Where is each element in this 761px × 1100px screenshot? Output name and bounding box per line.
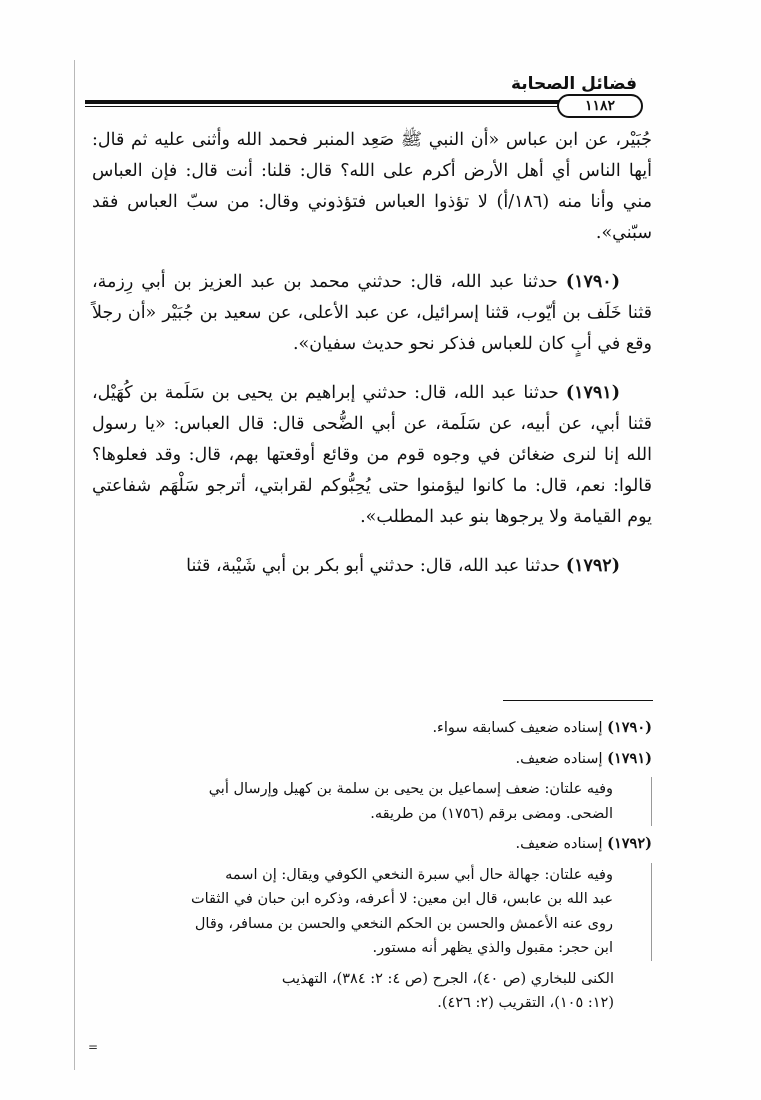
continuation-mark: = [88, 1040, 99, 1054]
main-text [92, 125, 652, 600]
hadith-1791 [92, 378, 652, 533]
header-rule-thick [85, 100, 565, 104]
footnote-text: إسناده ضعيف. [515, 836, 603, 852]
footnote-text: إسناده ضعيف. [515, 750, 603, 767]
footnote-1791 [92, 747, 652, 772]
hadith-text: حدثنا عبد الله، قال: حدثني إبراهيم بن يحيى بن سَلَمة بن كُهَيْل، قثنا أبي، عن أبيه، عن سَلَمة، عن أبي الضُّحى قال: قال العباس: «يا رسول الله إنا لنرى ضغائن في وجوه قوم من وقائع أوقعتها بهم، قال: وقد فعلوها؟ قالوا: نعم، قال: ما كانوا ليؤمنوا حتى يُحِبُّوكم لقرابتي، أترجو سَلْهَم شفاعتي يوم القيامة ولا يرجوها بنو عبد المطلب». [92, 383, 652, 527]
running-title: فضائل الصحابة [510, 74, 637, 94]
header-rule-thin [85, 106, 565, 107]
footnote-number: (١٧٩٠) [607, 719, 652, 736]
note-line: وفيه علتان: ضعف إسماعيل بن يحيى بن سلمة بن كهيل وإرسال أبي [208, 781, 613, 797]
hadith-text: حدثنا عبد الله، قال: حدثني محمد بن عبد العزيز بن أبي رِزمة، قثنا خَلَف بن أيّوب، قثنا إسرائيل، عن عبد الأعلى، عن سعيد بن جُبَيْر «أن رجلاً وقع في أبٍ كان للعباس فذكر نحو حديث سفيان». [92, 272, 652, 354]
note-line: عبد الله بن عابس، قال ابن معين: لا أعرفه، وذكره ابن حبان في الثقات [190, 891, 613, 907]
hadith-number: (١٧٩٢) [565, 556, 620, 576]
hadith-1790 [92, 267, 652, 360]
note-line: روى عنه الأعمش والحسن بن الحكم النخعي والحسن بن مسافر، وقال [194, 915, 613, 932]
hadith-text: حدثنا عبد الله، قال: حدثني أبو بكر بن أبي شَيْبة، قثنا [186, 556, 561, 576]
margin-line [74, 60, 75, 1070]
footnote-number: (١٧٩٢) [607, 835, 652, 852]
page-header [85, 72, 655, 120]
paragraph-text: جُبَيْر، عن ابن عباس «أن النبي ﷺ صَعِد المنبر فحمد الله وأثنى عليه ثم قال: أيها الناس أي أهل الأرض أكرم على الله؟ قال: قلنا: أنت قال: فإن العباس مني وأنا منه (١٨٦/أ) لا تؤذوا العباس فتؤذوني وقال: من سبّ العباس فقد سبّني». [92, 130, 653, 243]
footnote-1792 [92, 832, 652, 857]
footnote-1791-note [92, 777, 652, 826]
note-line: وفيه علتان: جهالة حال أبي سبرة النخعي الكوفي ويقال: إن اسمه [225, 866, 613, 883]
ref-line: الكنى للبخاري (ص ٤٠)، الجرح (ص ٤: ٢: ٣٨٤)، التهذيب [281, 970, 614, 987]
footnote-1792-refs [92, 967, 652, 1016]
hadith-number: (١٧٩١) [565, 383, 620, 403]
footnote-1792-note [92, 863, 652, 961]
footnotes [92, 716, 652, 1022]
footnote-separator [503, 700, 653, 701]
page-number: ١١٨٢ [557, 94, 643, 118]
paragraph-continuation [92, 125, 652, 249]
note-line: ابن حجر: مقبول والذي يظهر أنه مستور. [372, 940, 613, 956]
footnote-number: (١٧٩١) [607, 749, 652, 767]
ref-line: (١٢: ١٠٥)، التقريب (٢: ٤٢٦). [437, 995, 614, 1011]
hadith-1792 [92, 551, 652, 582]
footnote-text: إسناده ضعيف كسابقه سواء. [432, 720, 603, 736]
note-line: الضحى. ومضى برقم (١٧٥٦) من طريقه. [370, 805, 613, 822]
footnote-1790 [92, 716, 652, 741]
hadith-number: (١٧٩٠) [565, 272, 620, 292]
